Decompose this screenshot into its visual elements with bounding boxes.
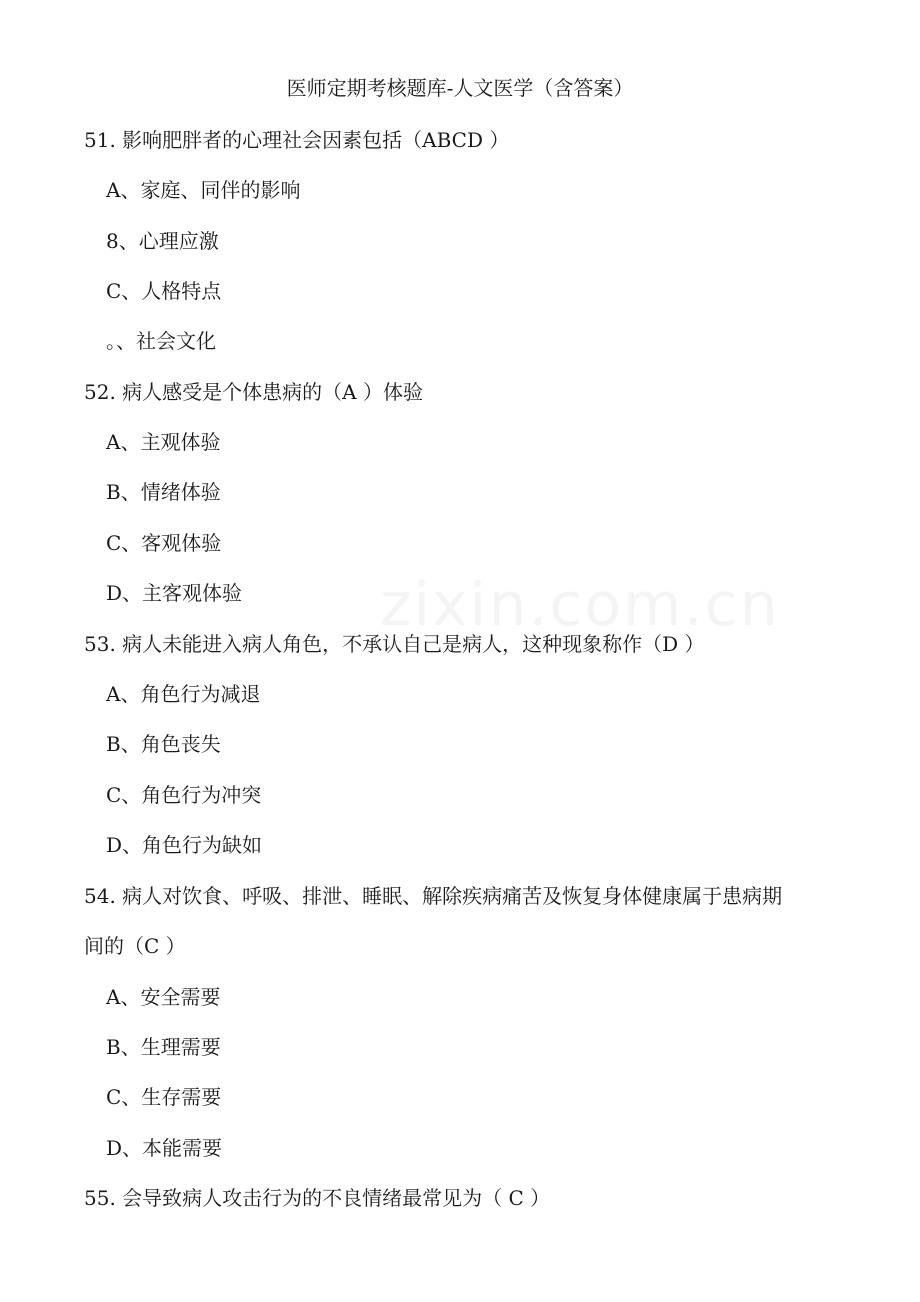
question-51-option-b: 8、心理应激 — [106, 229, 219, 253]
question-52-option-b: B、情绪体验 — [106, 480, 221, 504]
question-52-option-a: A、主观体验 — [106, 430, 221, 454]
question-51: 51. 影响肥胖者的心理社会因素包括（ABCD ） — [84, 128, 510, 152]
page-title: 医师定期考核题库-人文医学（含答案） — [286, 76, 634, 100]
question-53-option-b: B、角色丧失 — [106, 732, 221, 756]
question-51-option-c: C、人格特点 — [106, 279, 222, 303]
question-55: 55. 会导致病人攻击行为的不良情绪最常见为（ C ） — [84, 1186, 551, 1210]
question-53-option-c: C、角色行为冲突 — [106, 783, 262, 807]
question-54-option-d: D、本能需要 — [106, 1136, 223, 1160]
question-54-option-a: A、安全需要 — [106, 985, 221, 1009]
question-54-option-b: B、生理需要 — [106, 1035, 221, 1059]
question-52-option-c: C、客观体验 — [106, 531, 222, 555]
watermark: zixin.com.cn — [380, 570, 780, 640]
question-53: 53. 病人未能进入病人角色，不承认自己是病人，这种现象称作（D ） — [84, 632, 705, 656]
question-54-line1: 54. 病人对饮食、呼吸、排泄、睡眠、解除疾病痛苦及恢复身体健康属于患病期 — [84, 884, 783, 908]
question-54-line2: 间的（C ） — [84, 934, 186, 958]
question-53-option-a: A、角色行为减退 — [106, 682, 261, 706]
question-52-option-d: D、主客观体验 — [106, 581, 243, 605]
question-51-option-d: 。、社会文化 — [106, 329, 216, 353]
question-54-option-c: C、生存需要 — [106, 1085, 222, 1109]
question-53-option-d: D、角色行为缺如 — [106, 833, 263, 857]
question-51-option-a: A、家庭、同伴的影响 — [106, 178, 301, 202]
question-52: 52. 病人感受是个体患病的（A ）体验 — [84, 380, 423, 404]
